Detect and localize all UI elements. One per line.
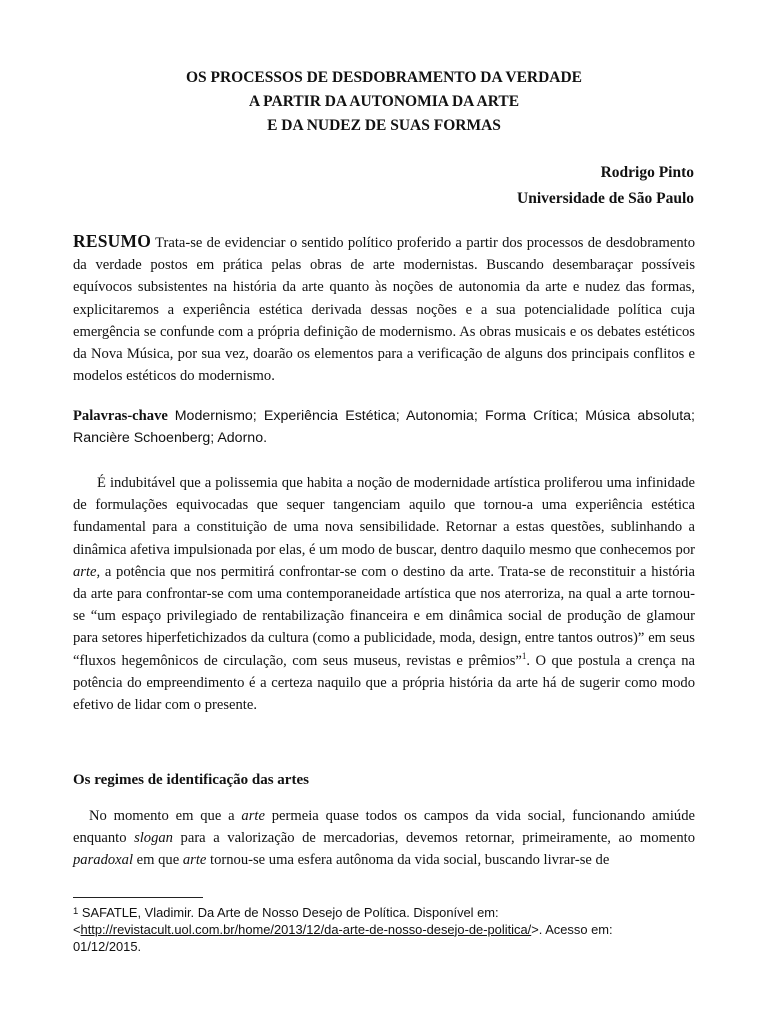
footnote-text-1: SAFATLE, Vladimir. Da Arte de Nosso Desejo de Política. Disponível em: < — [73, 905, 499, 937]
footnote-link[interactable]: http://revistacult.uol.com.br/home/2013/12/da-arte-de-nosso-desejo-de-politica/ — [80, 921, 532, 937]
section-italic-arte-2: arte — [182, 852, 207, 869]
footnote-separator — [73, 897, 203, 898]
author-name: Rodrigo Pinto — [600, 164, 694, 181]
section-italic-slogan: slogan — [134, 830, 173, 847]
abstract-text: Trata-se de evidenciar o sentido político proferido a partir dos processos de desdobramento da verdade postos em prática pelas obras de arte modernistas. Buscando desembaraçar possíveis equívocos subsistentes na história da arte quanto às noções de autonomia da arte e nudez das formas, explicitaremos a experiência estética derivada dessas noções e a sua potencialidade política cuja emergência se confunde com a própria definição de modernismo. As obras musicais e os debates estéticos da Nova Música, por sua vez, doarão os elementos para a verificação de alguns dos principais conflitos e modelos estéticos do modernismo. — [73, 235, 696, 385]
section-text-5: tornou-se uma esfera autônoma da vida social, buscando livrar-se de — [206, 852, 610, 869]
footnote-reference[interactable]: 1 — [521, 650, 527, 661]
title-line-2: A PARTIR DA AUTONOMIA DA ARTE — [248, 93, 520, 110]
intro-text-2: a potência que nos permitirá confrontar-se com o destino da arte. Trata-se de reconstituir a história da arte para confrontar-se com uma contemporaneidade artística que nos aterroriza, na qual a arte tornou-se “um espaço privilegiado de rentabilização financeira e em dinâmica social de produção de glamour para setores hiperfetichizados da cultura (como a publicidade, moda, design, entre tantos outros)” em seus “fluxos hegemônicos de circulação, com seus museus, revistas e prêmios” — [73, 563, 695, 669]
author-affiliation: Universidade de São Paulo — [517, 190, 694, 207]
document-title — [0, 66, 768, 138]
title-line-1: OS PROCESSOS DE DESDOBRAMENTO DA VERDADE — [185, 69, 583, 86]
footnote-text-2: >. Acesso em: 01/12/2015. — [73, 921, 613, 954]
keywords-text: Modernismo; Experiência Estética; Autonomia; Forma Crítica; Música absoluta; Rancière Schoenberg; Adorno. — [73, 408, 695, 447]
section-text-4: em que — [133, 852, 183, 869]
keywords-label: Palavras-chave — [73, 408, 168, 424]
section-italic-arte-1: arte — [241, 808, 265, 824]
section-text-1: No momento em que a — [89, 808, 242, 824]
title-line-3: E DA NUDEZ DE SUAS FORMAS — [267, 117, 501, 134]
intro-text-1: É indubitável que a polissemia que habita a noção de modernidade artística proliferou uma infinidade de formulações equivocadas que sequer tangenciam aquilo que tornou-a uma experiência estética fundamental para a constituição de uma nova sensibilidade. Retornar a estas questões, sublinhando a dinâmica afetiva impulsionada por elas, é um modo de buscar, dentro daquilo mesmo que conhecemos por — [73, 475, 695, 558]
section-paragraph — [73, 805, 695, 872]
abstract-paragraph — [73, 230, 695, 387]
footnote-number: 1 — [73, 906, 79, 917]
intro-paragraph — [73, 472, 695, 716]
keywords-paragraph — [73, 405, 695, 449]
intro-text-3: . O que postula a crença na potência do empreendimento é a certeza naquilo que a própria história da arte há de sugerir como modo efetivo de lidar com o presente. — [73, 652, 695, 714]
footnote — [73, 904, 663, 955]
section-heading: Os regimes de identificação das artes — [73, 772, 309, 788]
section-italic-paradoxal: paradoxal — [73, 852, 133, 869]
author-block — [517, 160, 694, 212]
section-text-3: para a valorização de mercadorias, devemos retornar, primeiramente, ao momento — [172, 830, 695, 847]
intro-italic-arte: arte, — [73, 563, 101, 580]
section-text-2: permeia quase todos os campos da vida social, funcionando amiúde enquanto — [73, 808, 695, 847]
abstract-label: RESUMO — [73, 231, 152, 251]
